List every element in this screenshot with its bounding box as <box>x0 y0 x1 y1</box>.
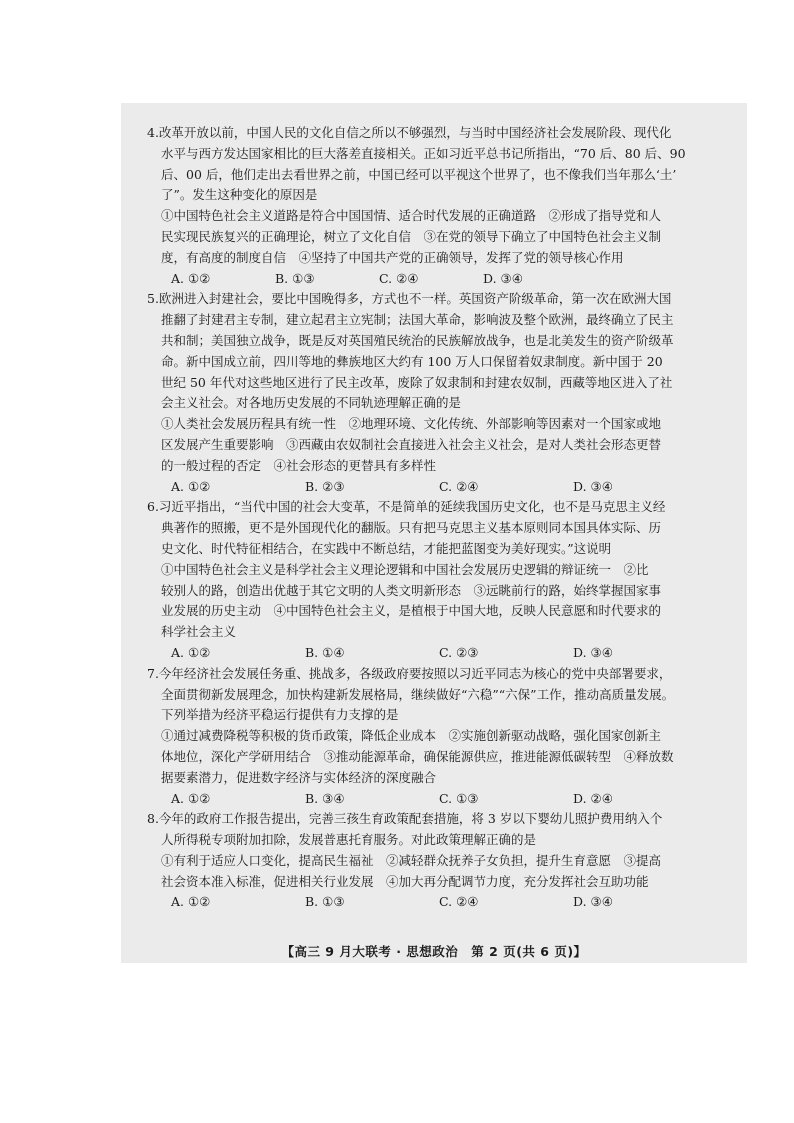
question-5-line-6: 会主义社会。对各地历史发展的不同轨迹理解正确的是 <box>161 395 462 411</box>
question-4-line-6: 民实现民族复兴的正确理论，树立了文化自信 ③在党的领导下确立了中国特色社会主义制 <box>161 228 662 244</box>
question-6 <box>147 497 731 663</box>
question-5-line-1: 5.欧洲进入封建社会，要比中国晚得多，方式也不一样。英国资产阶级革命，第一次在欧洲大国 <box>147 291 672 307</box>
question-5-options <box>147 477 731 498</box>
question-6-option-b: B. ①④ <box>305 644 345 660</box>
question-5-line-9: 的一般过程的否定 ④社会形态的更替具有多样性 <box>161 457 437 473</box>
question-7-line-1: 7.今年经济社会发展任务重、挑战多，各级政府要按照以习近平同志为核心的党中央部署要求， <box>147 665 672 681</box>
question-8-option-a: A. ①② <box>171 894 211 910</box>
question-8-line-3: ①有利于适应人口变化，提高民生福祉 ②减轻群众抚养子女负担，提升生育意愿 ③提高 <box>161 852 662 868</box>
question-7-options <box>147 789 731 810</box>
question-4-line-2: 水平与西方发达国家相比的巨大落差直接相关。正如习近平总书记所指出，“70 后、80 后、90 <box>161 145 686 161</box>
question-5-option-c: C. ②④ <box>439 478 479 494</box>
question-5-line-3: 共和制；美国独立战争，既是反对英国殖民统治的民族解放战争，也是北美发生的资产阶级革 <box>161 332 674 348</box>
question-4-option-c: C. ②④ <box>379 270 419 286</box>
question-6-option-d: D. ③④ <box>573 644 613 660</box>
question-7-line-3: 下列举措为经济平稳运行提供有力支撑的是 <box>161 707 399 723</box>
question-7-line-5: 体地位，深化产学研用结合 ③推动能源革命，确保能源供应，推进能源低碳转型 ④释放数 <box>161 748 674 764</box>
question-5-line-4: 命。新中国成立前，四川等地的彝族地区大约有 100 万人口保留着奴隶制度。新中国于 20 <box>161 353 663 369</box>
question-6-line-7: 科学社会主义 <box>161 624 237 640</box>
question-6-option-a: A. ①② <box>171 644 211 660</box>
question-8-line-2: 人所得税专项附加扣除，发展普惠托育服务。对此政策理解正确的是 <box>161 832 537 848</box>
question-4-line-7: 度，有高度的制度自信 ④坚持了中国共产党的正确领导，发挥了党的领导核心作用 <box>161 249 624 265</box>
question-4-option-d: D. ③④ <box>483 270 523 286</box>
question-5 <box>147 289 731 497</box>
page-footer: 【高三 9 月大联考 · 思想政治 第 2 页(共 6 页)】 <box>281 944 587 959</box>
question-5-option-d: D. ③④ <box>573 478 613 494</box>
question-5-option-b: B. ②③ <box>305 478 345 494</box>
question-7-option-a: A. ①② <box>171 790 211 806</box>
question-8-option-c: C. ②④ <box>439 894 479 910</box>
question-8-line-4: 社会资本准入标准，促进相关行业发展 ④加大再分配调节力度，充分发挥社会互助功能 <box>161 873 649 889</box>
question-8-option-b: B. ①③ <box>305 894 345 910</box>
exam-page-scan <box>121 103 747 963</box>
question-6-line-3: 史文化、时代特征相结合，在实践中不断总结，才能把蓝图变为美好现实。”这说明 <box>161 540 612 556</box>
question-5-line-2: 推翻了封建君主专制，建立起君主立宪制；法国大革命，影响波及整个欧洲，最终确立了民主 <box>161 312 674 328</box>
question-8-option-d: D. ③④ <box>573 894 613 910</box>
question-6-option-c: C. ②③ <box>439 644 479 660</box>
question-4-options <box>147 269 731 290</box>
question-7-line-2: 全面贯彻新发展理念，加快构建新发展格局，继续做好“六稳”“六保”工作，推动高质量发展。 <box>161 686 675 702</box>
question-6-options <box>147 643 731 664</box>
question-6-line-6: 业发展的历史主动 ④中国特色社会主义，是植根于中国大地，反映人民意愿和时代要求的 <box>161 603 662 619</box>
question-5-line-5: 世纪 50 年代对这些地区进行了民主改革，废除了奴隶制和封建农奴制，西藏等地区进入了社 <box>161 374 673 390</box>
question-4-option-b: B. ①③ <box>275 270 315 286</box>
question-4-option-a: A. ①② <box>171 270 211 286</box>
question-7-option-c: C. ①③ <box>439 790 479 806</box>
question-6-line-1: 6.习近平指出，“当代中国的社会大变革，不是简单的延续我国历史文化，也不是马克思主义经 <box>147 499 666 515</box>
question-6-line-4: ①中国特色社会主义是科学社会主义理论逻辑和中国社会发展历史逻辑的辩证统一 ②比 <box>161 561 649 577</box>
question-8-line-1: 8.今年的政府工作报告提出，完善三孩生育政策配套措施，将 3 岁以下婴幼儿照护费用纳入个 <box>147 811 663 827</box>
question-4-line-1: 4.改革开放以前，中国人民的文化自信之所以不够强烈，与当时中国经济社会发展阶段、现代化 <box>147 125 672 140</box>
question-5-line-8: 区发展产生重要影响 ③西藏由农奴制社会直接进入社会主义社会，是对人类社会形态更替 <box>161 436 662 452</box>
question-4 <box>147 123 731 289</box>
question-5-line-7: ①人类社会发展历程具有统一性 ②地理环境、文化传统、外部影响等因素对一个国家或地 <box>161 416 662 432</box>
question-8-options <box>147 892 731 913</box>
question-8 <box>147 809 731 913</box>
question-7 <box>147 664 731 810</box>
question-7-line-6: 据要素潜力，促进数字经济与实体经济的深度融合 <box>161 769 437 785</box>
question-7-option-d: D. ②④ <box>573 790 613 806</box>
question-6-line-5: 较别人的路，创造出优越于其它文明的人类文明新形态 ③远眺前行的路，始终掌握国家事 <box>161 582 662 598</box>
question-4-line-5: ①中国特色社会主义道路是符合中国国情、适合时代发展的正确道路 ②形成了指导党和人 <box>161 208 662 224</box>
question-7-option-b: B. ③④ <box>305 790 345 806</box>
question-6-line-2: 典著作的照搬，更不是外国现代化的翻版。只有把马克思主义基本原则同本国具体实际、历 <box>161 520 662 536</box>
question-7-line-4: ①通过减费降税等积极的货币政策，降低企业成本 ②实施创新驱动战略，强化国家创新主 <box>161 728 662 744</box>
question-4-line-3: 后、00 后，他们走出去看世界之前，中国已经可以平视这个世界了，也不像我们当年那么‘土’ <box>161 166 677 182</box>
question-4-line-4: 了”。发生这种变化的原因是 <box>161 187 318 203</box>
question-5-option-a: A. ①② <box>171 478 211 494</box>
